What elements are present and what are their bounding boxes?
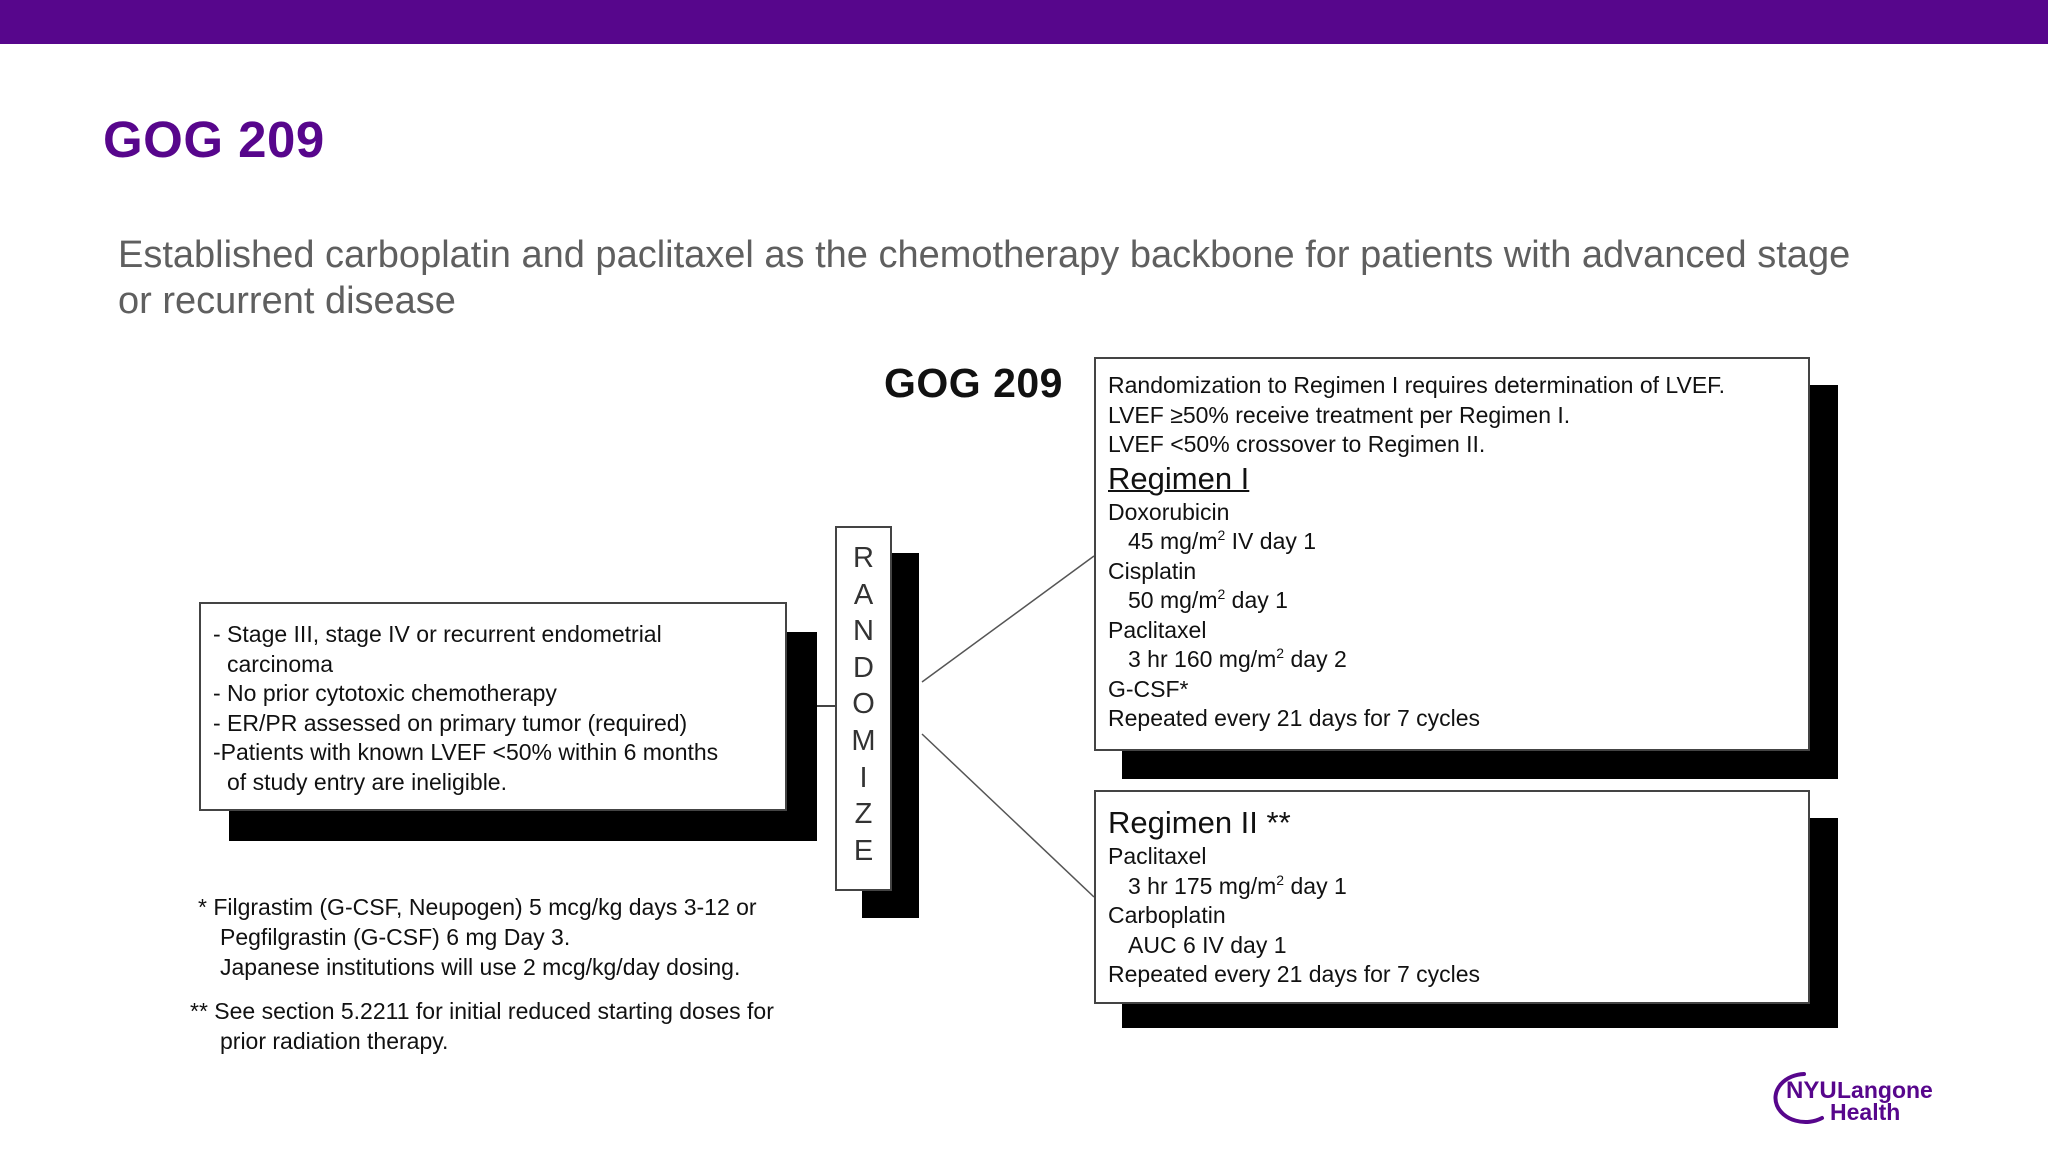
logo-nyu-text: NYU (1786, 1077, 1837, 1104)
nyu-langone-health-logo (1770, 1060, 1950, 1130)
footnote-line: ** See section 5.2211 for initial reduced starting doses for (190, 998, 774, 1024)
regimen1-doxorubicin-dose: 45 $mg/m^2$ IV day 1 (1128, 527, 1317, 554)
eligibility-line: of study entry are ineligible. (227, 768, 507, 795)
regimen2-drug-carboplatin: Carboplatin (1108, 902, 1226, 928)
slide-subtitle: Established carboplatin and paclitaxel as the chemotherapy backbone for patients with advanced stage or recurrent disease (118, 234, 1851, 322)
slide-title: GOG 209 (103, 111, 325, 168)
eligibility-line: carcinoma (227, 650, 334, 677)
regimen2-carboplatin-dose: AUC 6 IV day 1 (1128, 931, 1287, 958)
randomize-letter: A (853, 578, 874, 611)
footnote-line: * Filgrastim (G-CSF, Neupogen) 5 mcg/kg days 3-12 or (198, 894, 757, 920)
randomize-letter: N (853, 615, 874, 648)
regimen2-heading: Regimen II ** (1108, 805, 1291, 840)
eligibility-line: -Patients with known LVEF <50% within 6 months (213, 739, 719, 765)
regimen1-intro-line: LVEF ≥50% receive treatment per Regimen I. (1108, 401, 1571, 428)
regimen2-repeat: Repeated every 21 days for 7 cycles (1108, 961, 1481, 987)
randomize-letter: R (853, 542, 874, 574)
regimen1-intro-line: LVEF <50% crossover to Regimen II. (1108, 431, 1486, 457)
logo-health-text: Health (1830, 1099, 1901, 1125)
regimen2-box (1094, 790, 1810, 1004)
regimen1-gcsf: G-CSF* (1108, 675, 1189, 702)
regimen1-drug-paclitaxel: Paclitaxel (1108, 616, 1207, 643)
logo-langone-text: Langone (1837, 1077, 1933, 1103)
randomize-letter: D (853, 651, 874, 684)
regimen1-heading: Regimen I (1108, 460, 1250, 496)
regimen1-cisplatin-dose: 50 $mg/m^2$ day 1 (1128, 586, 1288, 613)
connector-randomize-regimen1 (922, 556, 1094, 682)
eligibility-line: - Stage III, stage IV or recurrent endometrial (213, 621, 662, 647)
footnote-line: prior radiation therapy. (220, 1028, 449, 1054)
regimen1-drug-cisplatin: Cisplatin (1108, 557, 1197, 584)
footnote-line: Pegfilgrastin (G-CSF) 6 mg Day 3. (220, 924, 571, 950)
randomize-letter: Z (854, 798, 873, 831)
eligibility-box (199, 602, 787, 811)
study-label: GOG 209 (884, 360, 1063, 406)
eligibility-line: - No prior cytotoxic chemotherapy (213, 680, 557, 706)
regimen1-repeat: Repeated every 21 days for 7 cycles (1108, 705, 1481, 731)
connector-randomize-regimen2 (922, 734, 1094, 897)
randomize-letter: I (859, 761, 868, 794)
randomize-letter: E (853, 834, 874, 867)
regimen1-box (1094, 357, 1810, 751)
footnotes (190, 892, 774, 1056)
regimen1-drug-doxorubicin: Doxorubicin (1108, 498, 1230, 525)
eligibility-line: - ER/PR assessed on primary tumor (required) (213, 709, 688, 736)
randomize-letter: O (852, 688, 875, 721)
randomize-letter: M (851, 724, 876, 757)
randomize-box (835, 526, 892, 891)
regimen1-paclitaxel-dose: 3 hr 160 $mg/m^2$ day 2 (1128, 645, 1347, 672)
regimen1-intro-line: Randomization to Regimen I requires determination of LVEF. (1108, 372, 1726, 398)
regimen2-paclitaxel-dose: 3 hr 175 $mg/m^2$ day 1 (1128, 871, 1347, 899)
footnote-line: Japanese institutions will use 2 mcg/kg/day dosing. (220, 954, 741, 980)
regimen2-drug-paclitaxel: Paclitaxel (1108, 843, 1207, 869)
